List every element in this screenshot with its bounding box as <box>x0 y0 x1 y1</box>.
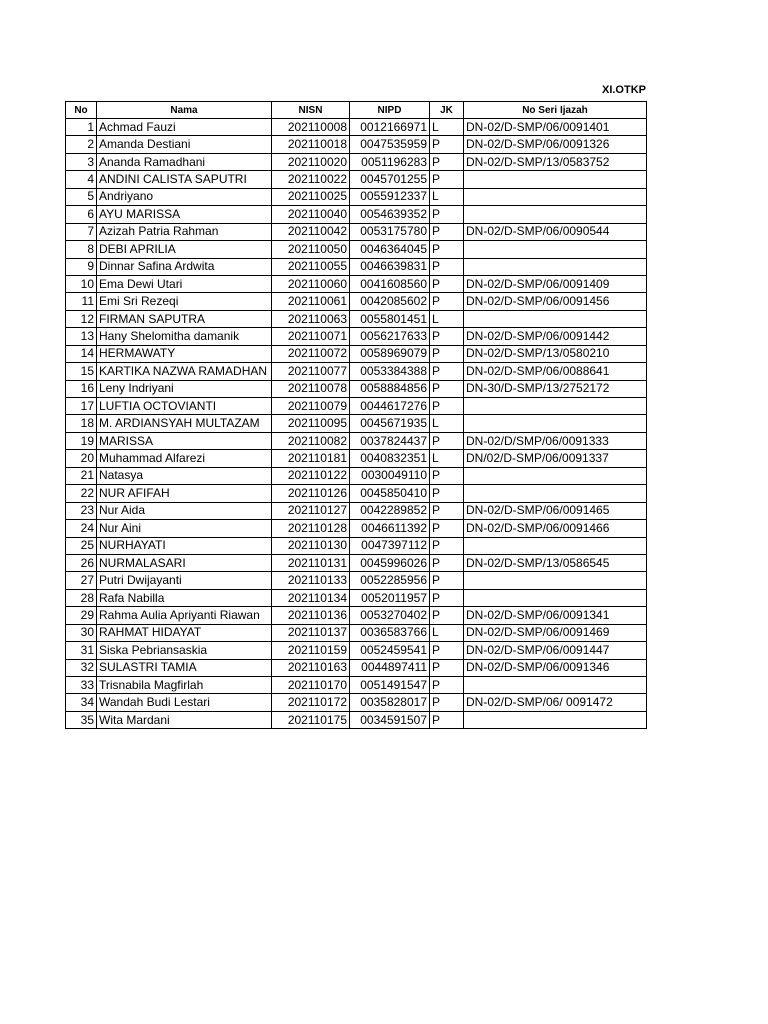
table-row <box>66 293 647 310</box>
cell-no-seri-ijazah: DN-02/D-SMP/06/0091447 <box>464 642 647 659</box>
cell-nama: FIRMAN SAPUTRA <box>97 310 272 327</box>
cell-nama: Amanda Destiani <box>97 136 272 153</box>
cell-nama: M. ARDIANSYAH MULTAZAM <box>97 415 272 432</box>
cell-nama: Ananda Ramadhani <box>97 153 272 170</box>
cell-no-seri-ijazah: DN-02/D-SMP/06/0091456 <box>464 293 647 310</box>
cell-nisn: 202110130 <box>272 537 350 554</box>
cell-no: 35 <box>66 711 97 728</box>
cell-jk: L <box>430 450 464 467</box>
table-row <box>66 328 647 345</box>
cell-no-seri-ijazah: DN-02/D-SMP/06/0091409 <box>464 275 647 292</box>
table-row <box>66 171 647 188</box>
cell-nipd: 0042289852 <box>350 502 430 519</box>
cell-no: 27 <box>66 572 97 589</box>
cell-nisn: 202110072 <box>272 345 350 362</box>
cell-no-seri-ijazah: DN-02/D-SMP/13/0586545 <box>464 554 647 571</box>
cell-jk: P <box>430 537 464 554</box>
cell-jk: P <box>430 223 464 240</box>
cell-nama: NURHAYATI <box>97 537 272 554</box>
cell-no-seri-ijazah <box>464 171 647 188</box>
table-row <box>66 485 647 502</box>
cell-nipd: 0046364045 <box>350 241 430 258</box>
cell-nipd: 0052459541 <box>350 642 430 659</box>
cell-nama: Azizah Patria Rahman <box>97 223 272 240</box>
table-row <box>66 607 647 624</box>
cell-nipd: 0055912337 <box>350 188 430 205</box>
table-row <box>66 223 647 240</box>
table-row <box>66 677 647 694</box>
cell-no-seri-ijazah: DN-02/D/SMP/06/0091333 <box>464 432 647 449</box>
cell-jk: P <box>430 432 464 449</box>
cell-jk: P <box>430 502 464 519</box>
cell-nisn: 202110159 <box>272 642 350 659</box>
table-row <box>66 241 647 258</box>
cell-nisn: 202110040 <box>272 206 350 223</box>
cell-nisn: 202110181 <box>272 450 350 467</box>
cell-jk: P <box>430 520 464 537</box>
table-row <box>66 694 647 711</box>
cell-nipd: 0056217633 <box>350 328 430 345</box>
cell-jk: P <box>430 206 464 223</box>
cell-no-seri-ijazah <box>464 589 647 606</box>
cell-jk: P <box>430 607 464 624</box>
cell-jk: L <box>430 188 464 205</box>
table-row <box>66 153 647 170</box>
table-row <box>66 554 647 571</box>
cell-jk: L <box>430 624 464 641</box>
cell-nipd: 0058969079 <box>350 345 430 362</box>
cell-no-seri-ijazah <box>464 241 647 258</box>
cell-no-seri-ijazah: DN/02/D-SMP/06/0091337 <box>464 450 647 467</box>
table-row <box>66 415 647 432</box>
cell-no: 8 <box>66 241 97 258</box>
cell-nipd: 0051491547 <box>350 677 430 694</box>
cell-nisn: 202110060 <box>272 275 350 292</box>
cell-no: 3 <box>66 153 97 170</box>
cell-no: 29 <box>66 607 97 624</box>
cell-jk: P <box>430 293 464 310</box>
cell-nama: Trisnabila Magfirlah <box>97 677 272 694</box>
cell-no: 19 <box>66 432 97 449</box>
cell-nama: KARTIKA NAZWA RAMADHAN <box>97 363 272 380</box>
cell-jk: P <box>430 642 464 659</box>
cell-no: 34 <box>66 694 97 711</box>
cell-no: 5 <box>66 188 97 205</box>
cell-jk: P <box>430 677 464 694</box>
cell-nisn: 202110128 <box>272 520 350 537</box>
cell-jk: P <box>430 363 464 380</box>
cell-no: 17 <box>66 398 97 415</box>
cell-nisn: 202110170 <box>272 677 350 694</box>
cell-nisn: 202110008 <box>272 119 350 136</box>
cell-no-seri-ijazah: DN-02/D-SMP/06/0091465 <box>464 502 647 519</box>
cell-jk: P <box>430 659 464 676</box>
cell-jk: P <box>430 398 464 415</box>
table-row <box>66 119 647 136</box>
cell-jk: P <box>430 345 464 362</box>
cell-no: 11 <box>66 293 97 310</box>
cell-nipd: 0030049110 <box>350 467 430 484</box>
cell-jk: P <box>430 572 464 589</box>
cell-no-seri-ijazah: DN-02/D-SMP/06/0091341 <box>464 607 647 624</box>
table-body <box>66 119 647 729</box>
cell-no: 2 <box>66 136 97 153</box>
cell-jk: P <box>430 136 464 153</box>
cell-jk: P <box>430 275 464 292</box>
cell-nama: Natasya <box>97 467 272 484</box>
cell-nipd: 0040832351 <box>350 450 430 467</box>
cell-no: 33 <box>66 677 97 694</box>
table-row <box>66 136 647 153</box>
cell-nipd: 0012166971 <box>350 119 430 136</box>
cell-nisn: 202110137 <box>272 624 350 641</box>
cell-nisn: 202110133 <box>272 572 350 589</box>
cell-no: 10 <box>66 275 97 292</box>
table-row <box>66 275 647 292</box>
cell-nipd: 0053270402 <box>350 607 430 624</box>
cell-nama: HERMAWATY <box>97 345 272 362</box>
cell-jk: P <box>430 711 464 728</box>
cell-no: 31 <box>66 642 97 659</box>
cell-no-seri-ijazah <box>464 398 647 415</box>
cell-no: 7 <box>66 223 97 240</box>
cell-nama: ANDINI CALISTA SAPUTRI <box>97 171 272 188</box>
cell-jk: P <box>430 171 464 188</box>
cell-no: 18 <box>66 415 97 432</box>
table-row <box>66 642 647 659</box>
cell-nisn: 202110042 <box>272 223 350 240</box>
class-title: XI.OTKP <box>601 84 646 96</box>
header-no: No <box>66 102 97 119</box>
header-jk: JK <box>430 102 464 119</box>
table-row <box>66 467 647 484</box>
table-row <box>66 398 647 415</box>
cell-no: 26 <box>66 554 97 571</box>
cell-nisn: 202110020 <box>272 153 350 170</box>
table-row <box>66 711 647 728</box>
cell-nipd: 0046611392 <box>350 520 430 537</box>
cell-nipd: 0052285956 <box>350 572 430 589</box>
cell-nipd: 0054639352 <box>350 206 430 223</box>
cell-nipd: 0047397112 <box>350 537 430 554</box>
cell-nama: Siska Pebriansaskia <box>97 642 272 659</box>
cell-nama: DEBI APRILIA <box>97 241 272 258</box>
cell-no: 21 <box>66 467 97 484</box>
header-nipd: NIPD <box>350 102 430 119</box>
cell-nisn: 202110131 <box>272 554 350 571</box>
cell-nama: Rahma Aulia Apriyanti Riawan <box>97 607 272 624</box>
cell-nipd: 0044617276 <box>350 398 430 415</box>
cell-nisn: 202110055 <box>272 258 350 275</box>
cell-nipd: 0044897411 <box>350 659 430 676</box>
cell-nipd: 0045701255 <box>350 171 430 188</box>
cell-no: 6 <box>66 206 97 223</box>
cell-no: 12 <box>66 310 97 327</box>
cell-nama: Emi Sri Rezeqi <box>97 293 272 310</box>
cell-no: 28 <box>66 589 97 606</box>
cell-no-seri-ijazah <box>464 485 647 502</box>
student-table <box>65 101 647 729</box>
table-row <box>66 206 647 223</box>
cell-no: 25 <box>66 537 97 554</box>
table-row <box>66 572 647 589</box>
cell-nipd: 0045850410 <box>350 485 430 502</box>
cell-no-seri-ijazah <box>464 537 647 554</box>
cell-no: 22 <box>66 485 97 502</box>
table-row <box>66 502 647 519</box>
cell-no-seri-ijazah: DN-02/D-SMP/06/0091469 <box>464 624 647 641</box>
cell-nipd: 0041608560 <box>350 275 430 292</box>
cell-no-seri-ijazah: DN-02/D-SMP/06/0091442 <box>464 328 647 345</box>
cell-no-seri-ijazah: DN-30/D-SMP/13/2752172 <box>464 380 647 397</box>
cell-nipd: 0037824437 <box>350 432 430 449</box>
cell-nipd: 0047535959 <box>350 136 430 153</box>
cell-nipd: 0046639831 <box>350 258 430 275</box>
table-row <box>66 537 647 554</box>
cell-no: 15 <box>66 363 97 380</box>
cell-nisn: 202110025 <box>272 188 350 205</box>
cell-nipd: 0051196283 <box>350 153 430 170</box>
cell-nama: Nur Aini <box>97 520 272 537</box>
cell-nama: AYU MARISSA <box>97 206 272 223</box>
cell-nama: Andriyano <box>97 188 272 205</box>
table-row <box>66 345 647 362</box>
cell-no-seri-ijazah: DN-02/D-SMP/06/0088641 <box>464 363 647 380</box>
cell-nisn: 202110082 <box>272 432 350 449</box>
cell-nisn: 202110078 <box>272 380 350 397</box>
cell-nipd: 0034591507 <box>350 711 430 728</box>
cell-no: 13 <box>66 328 97 345</box>
cell-no-seri-ijazah <box>464 677 647 694</box>
cell-jk: P <box>430 153 464 170</box>
cell-nipd: 0042085602 <box>350 293 430 310</box>
cell-nisn: 202110127 <box>272 502 350 519</box>
cell-nama: Wandah Budi Lestari <box>97 694 272 711</box>
cell-no-seri-ijazah <box>464 415 647 432</box>
table-row <box>66 363 647 380</box>
header-nisn: NISN <box>272 102 350 119</box>
cell-no: 4 <box>66 171 97 188</box>
cell-jk: P <box>430 380 464 397</box>
cell-nisn: 202110175 <box>272 711 350 728</box>
cell-nipd: 0045671935 <box>350 415 430 432</box>
cell-nipd: 0045996026 <box>350 554 430 571</box>
cell-jk: P <box>430 485 464 502</box>
cell-nisn: 202110172 <box>272 694 350 711</box>
cell-nisn: 202110079 <box>272 398 350 415</box>
cell-jk: L <box>430 415 464 432</box>
cell-nama: Putri Dwijayanti <box>97 572 272 589</box>
cell-nisn: 202110050 <box>272 241 350 258</box>
cell-no: 24 <box>66 520 97 537</box>
cell-nipd: 0058884856 <box>350 380 430 397</box>
cell-nama: Dinnar Safina Ardwita <box>97 258 272 275</box>
cell-jk: P <box>430 694 464 711</box>
table-row <box>66 589 647 606</box>
cell-no-seri-ijazah <box>464 310 647 327</box>
cell-no: 1 <box>66 119 97 136</box>
cell-nisn: 202110136 <box>272 607 350 624</box>
header-no-seri-ijazah: No Seri Ijazah <box>464 102 647 119</box>
cell-nama: Hany Shelomitha damanik <box>97 328 272 345</box>
cell-no-seri-ijazah <box>464 258 647 275</box>
cell-nisn: 202110018 <box>272 136 350 153</box>
cell-jk: P <box>430 258 464 275</box>
cell-no-seri-ijazah: DN-02/D-SMP/06/0091466 <box>464 520 647 537</box>
table-row <box>66 432 647 449</box>
cell-nisn: 202110134 <box>272 589 350 606</box>
cell-no: 30 <box>66 624 97 641</box>
cell-no: 9 <box>66 258 97 275</box>
cell-nama: Rafa Nabilla <box>97 589 272 606</box>
cell-nisn: 202110071 <box>272 328 350 345</box>
cell-nama: Achmad Fauzi <box>97 119 272 136</box>
cell-jk: P <box>430 589 464 606</box>
cell-jk: L <box>430 119 464 136</box>
cell-no: 20 <box>66 450 97 467</box>
cell-nisn: 202110163 <box>272 659 350 676</box>
cell-nama: NURMALASARI <box>97 554 272 571</box>
cell-no: 16 <box>66 380 97 397</box>
cell-nama: Leny Indriyani <box>97 380 272 397</box>
cell-nisn: 202110122 <box>272 467 350 484</box>
cell-jk: P <box>430 554 464 571</box>
cell-no-seri-ijazah <box>464 188 647 205</box>
table-header-row <box>66 102 647 119</box>
table-row <box>66 659 647 676</box>
cell-nama: SULASTRI TAMIA <box>97 659 272 676</box>
cell-nama: NUR AFIFAH <box>97 485 272 502</box>
table-row <box>66 624 647 641</box>
cell-nisn: 202110095 <box>272 415 350 432</box>
cell-jk: L <box>430 310 464 327</box>
cell-nipd: 0052011957 <box>350 589 430 606</box>
cell-nipd: 0053175780 <box>350 223 430 240</box>
cell-nama: Muhammad Alfarezi <box>97 450 272 467</box>
cell-nipd: 0035828017 <box>350 694 430 711</box>
cell-nama: LUFTIA OCTOVIANTI <box>97 398 272 415</box>
cell-no-seri-ijazah: DN-02/D-SMP/13/0580210 <box>464 345 647 362</box>
cell-nama: RAHMAT HIDAYAT <box>97 624 272 641</box>
cell-nisn: 202110126 <box>272 485 350 502</box>
cell-jk: P <box>430 328 464 345</box>
cell-nisn: 202110063 <box>272 310 350 327</box>
cell-no-seri-ijazah: DN-02/D-SMP/13/0583752 <box>464 153 647 170</box>
cell-no-seri-ijazah: DN-02/D-SMP/06/0091346 <box>464 659 647 676</box>
table-row <box>66 450 647 467</box>
cell-no-seri-ijazah: DN-02/D-SMP/06/0090544 <box>464 223 647 240</box>
cell-no-seri-ijazah: DN-02/D-SMP/06/0091326 <box>464 136 647 153</box>
cell-no-seri-ijazah <box>464 206 647 223</box>
cell-no: 32 <box>66 659 97 676</box>
cell-no-seri-ijazah: DN-02/D-SMP/06/ 0091472 <box>464 694 647 711</box>
cell-nipd: 0055801451 <box>350 310 430 327</box>
cell-nisn: 202110061 <box>272 293 350 310</box>
cell-nisn: 202110022 <box>272 171 350 188</box>
cell-nama: Ema Dewi Utari <box>97 275 272 292</box>
cell-no-seri-ijazah <box>464 467 647 484</box>
cell-no: 23 <box>66 502 97 519</box>
table-row <box>66 310 647 327</box>
cell-nipd: 0036583766 <box>350 624 430 641</box>
cell-nisn: 202110077 <box>272 363 350 380</box>
cell-no-seri-ijazah <box>464 711 647 728</box>
table-row <box>66 520 647 537</box>
cell-no-seri-ijazah <box>464 572 647 589</box>
cell-nipd: 0053384388 <box>350 363 430 380</box>
header-nama: Nama <box>97 102 272 119</box>
cell-nama: Wita Mardani <box>97 711 272 728</box>
table-row <box>66 188 647 205</box>
cell-nama: Nur Aida <box>97 502 272 519</box>
cell-jk: P <box>430 241 464 258</box>
table-row <box>66 380 647 397</box>
cell-no-seri-ijazah: DN-02/D-SMP/06/0091401 <box>464 119 647 136</box>
cell-jk: P <box>430 467 464 484</box>
table-row <box>66 258 647 275</box>
cell-no: 14 <box>66 345 97 362</box>
cell-nama: MARISSA <box>97 432 272 449</box>
